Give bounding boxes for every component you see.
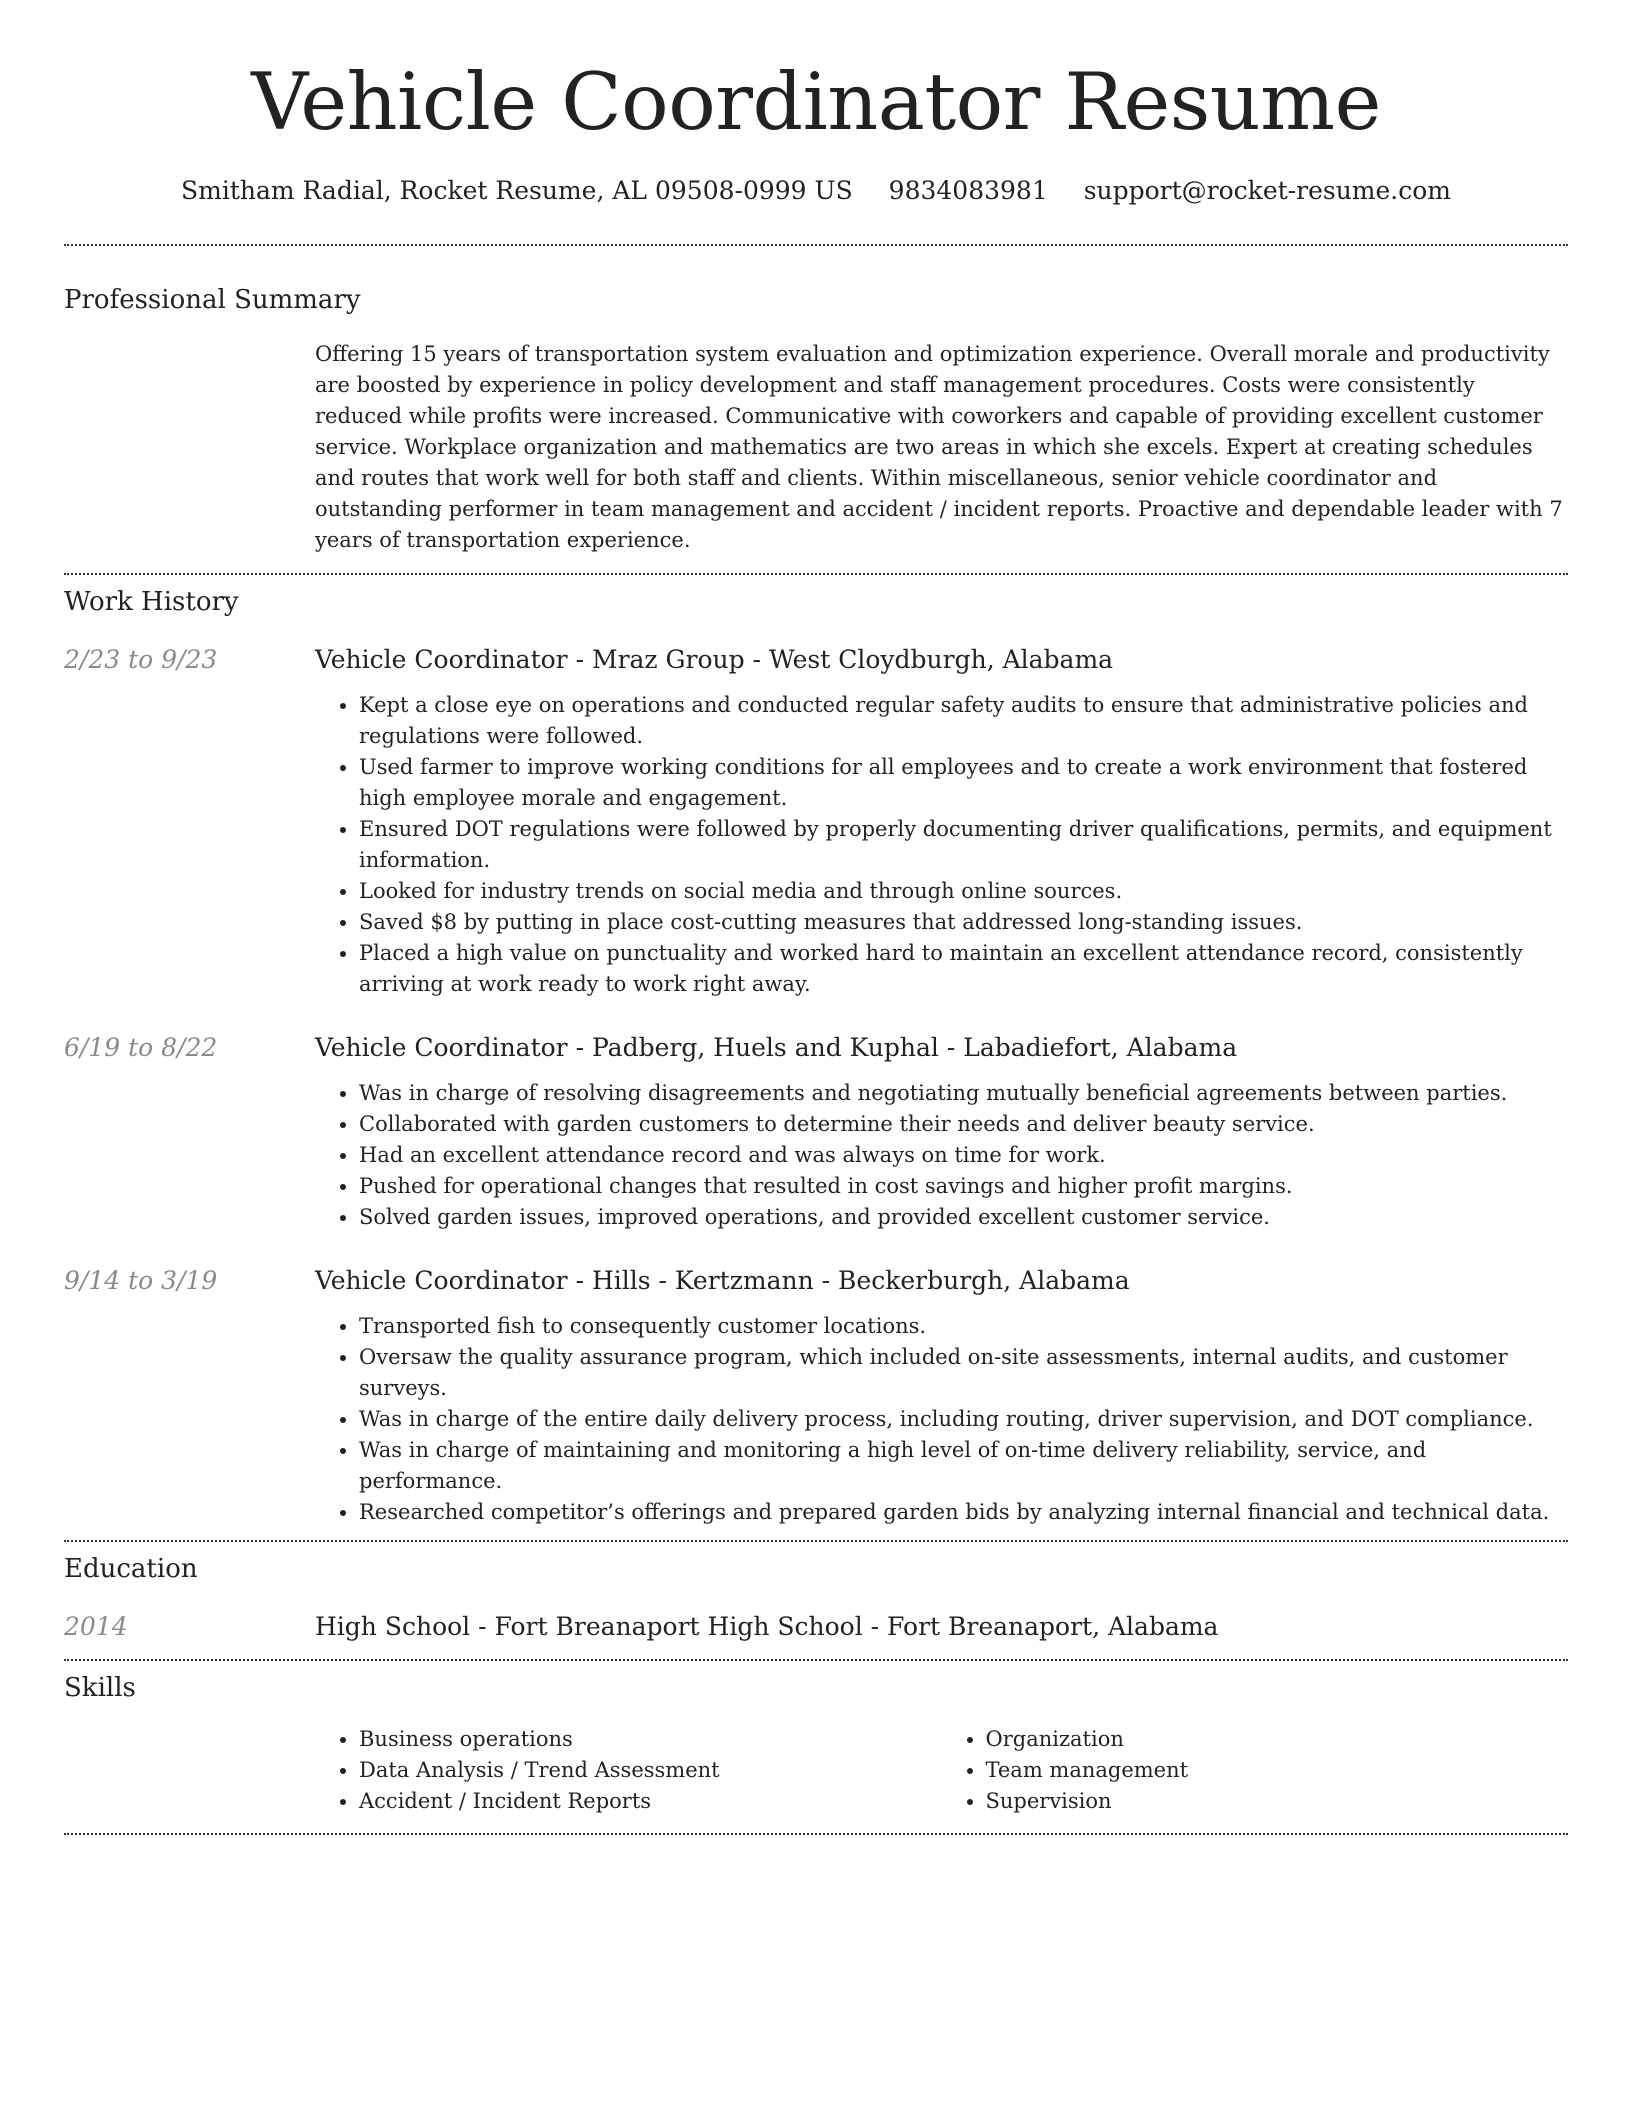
list-item: • Looked for industry trends on social media and through online sources. <box>359 876 1568 907</box>
skills-section <box>64 1670 1568 1817</box>
job-company-location: - Padberg, Huels and Kuphal - Labadiefort, Alabama <box>567 1033 1238 1062</box>
list-item: • Researched competitor’s offerings and prepared garden bids by analyzing internal financial and technical data. <box>359 1497 1568 1528</box>
skill-item: • Team management <box>986 1755 1569 1786</box>
job-bullets <box>315 1311 1568 1528</box>
list-item: • Ensured DOT regulations were followed by properly documenting driver qualifications, permits, and equipment information. <box>359 814 1568 876</box>
job-title: Vehicle Coordinator <box>315 1266 568 1295</box>
job-heading <box>315 1030 1568 1066</box>
summary-text: Offering 15 years of transportation system evaluation and optimization experience. Overall morale and productivity are boosted by experience in policy development and staff management procedures. Costs were consistently reduced while profits were increased. Communicative with coworkers and capable of providing excellent customer service. Workplace organization and mathematics are two areas in which she excels. Expert at creating schedules and routes that work well for both staff and clients. Within miscellaneous, senior vehicle coordinator and outstanding performer in team management and accident / incident reports. Proactive and dependable leader with 7 years of transportation experience. <box>315 342 1563 552</box>
list-item: • Was in charge of maintaining and monitoring a high level of on-time delivery reliability, service, and performance. <box>359 1435 1568 1497</box>
section-divider <box>64 573 1568 575</box>
education-heading: Education <box>64 1554 198 1584</box>
skill-item: • Organization <box>986 1724 1569 1755</box>
section-divider <box>64 1540 1568 1542</box>
job-title: Vehicle Coordinator <box>315 645 568 674</box>
work-history-heading: Work History <box>64 587 239 617</box>
job-title: Vehicle Coordinator <box>315 1033 568 1062</box>
job-dates: 9/14 to 3/19 <box>64 1266 218 1295</box>
education-year: 2014 <box>64 1612 128 1641</box>
education-degree: High School <box>315 1612 471 1641</box>
list-item: • Used farmer to improve working conditions for all employees and to create a work environment that fostered high employee morale and engagement. <box>359 752 1568 814</box>
education-section <box>64 1551 1568 1645</box>
skill-item: • Supervision <box>986 1786 1569 1817</box>
skill-item: • Business operations <box>359 1724 942 1755</box>
resume-title: Vehicle Coordinator Resume <box>251 56 1381 148</box>
skill-item: • Data Analysis / Trend Assessment <box>359 1755 942 1786</box>
skill-item: • Accident / Incident Reports <box>359 1786 942 1817</box>
education-school-location: - Fort Breanaport High School - Fort Breanaport, Alabama <box>470 1612 1219 1641</box>
job-bullets <box>315 690 1568 1000</box>
list-item: • Was in charge of resolving disagreements and negotiating mutually beneficial agreements between parties. <box>359 1078 1568 1109</box>
contact-address: Smitham Radial, Rocket Resume, AL 09508-0999 US <box>180 176 853 205</box>
section-divider <box>64 1833 1568 1835</box>
list-item: • Kept a close eye on operations and conducted regular safety audits to ensure that administrative policies and regulations were followed. <box>359 690 1568 752</box>
skills-heading: Skills <box>64 1673 136 1703</box>
education-heading-line <box>315 1609 1568 1645</box>
job-entry <box>64 1263 1568 1528</box>
job-heading <box>315 1263 1568 1299</box>
job-company-location: - Hills - Kertzmann - Beckerburgh, Alabama <box>567 1266 1130 1295</box>
list-item: • Had an excellent attendance record and was always on time for work. <box>359 1140 1568 1171</box>
summary-heading: Professional Summary <box>64 285 361 315</box>
list-item: • Collaborated with garden customers to determine their needs and deliver beauty service. <box>359 1109 1568 1140</box>
section-divider <box>64 1659 1568 1661</box>
skills-list-right <box>942 1724 1569 1817</box>
list-item: • Was in charge of the entire daily delivery process, including routing, driver supervision, and DOT compliance. <box>359 1404 1568 1435</box>
contact-email: support@rocket-resume.com <box>1083 176 1451 205</box>
skills-list-left <box>315 1724 942 1817</box>
job-bullets <box>315 1078 1568 1233</box>
job-entry <box>64 1030 1568 1233</box>
job-dates: 2/23 to 9/23 <box>64 645 218 674</box>
list-item: • Saved $8 by putting in place cost-cutting measures that addressed long-standing issues. <box>359 907 1568 938</box>
education-entry <box>64 1609 1568 1645</box>
job-company-location: - Mraz Group - West Cloydburgh, Alabama <box>567 645 1114 674</box>
contact-line <box>64 174 1568 208</box>
list-item: • Transported fish to consequently customer locations. <box>359 1311 1568 1342</box>
section-divider <box>64 244 1568 246</box>
list-item: • Oversaw the quality assurance program, which included on-site assessments, internal audits, and customer surveys. <box>359 1342 1568 1404</box>
list-item: • Solved garden issues, improved operations, and provided excellent customer service. <box>359 1202 1568 1233</box>
work-history-section <box>64 584 1568 1528</box>
job-dates: 6/19 to 8/22 <box>64 1033 218 1062</box>
summary-section <box>64 282 1568 556</box>
contact-phone: 9834083981 <box>888 176 1048 205</box>
list-item: • Pushed for operational changes that resulted in cost savings and higher profit margins. <box>359 1171 1568 1202</box>
list-item: • Placed a high value on punctuality and worked hard to maintain an excellent attendance record, consistently arriving at work ready to work right away. <box>359 938 1568 1000</box>
job-entry <box>64 642 1568 1000</box>
job-heading <box>315 642 1568 678</box>
